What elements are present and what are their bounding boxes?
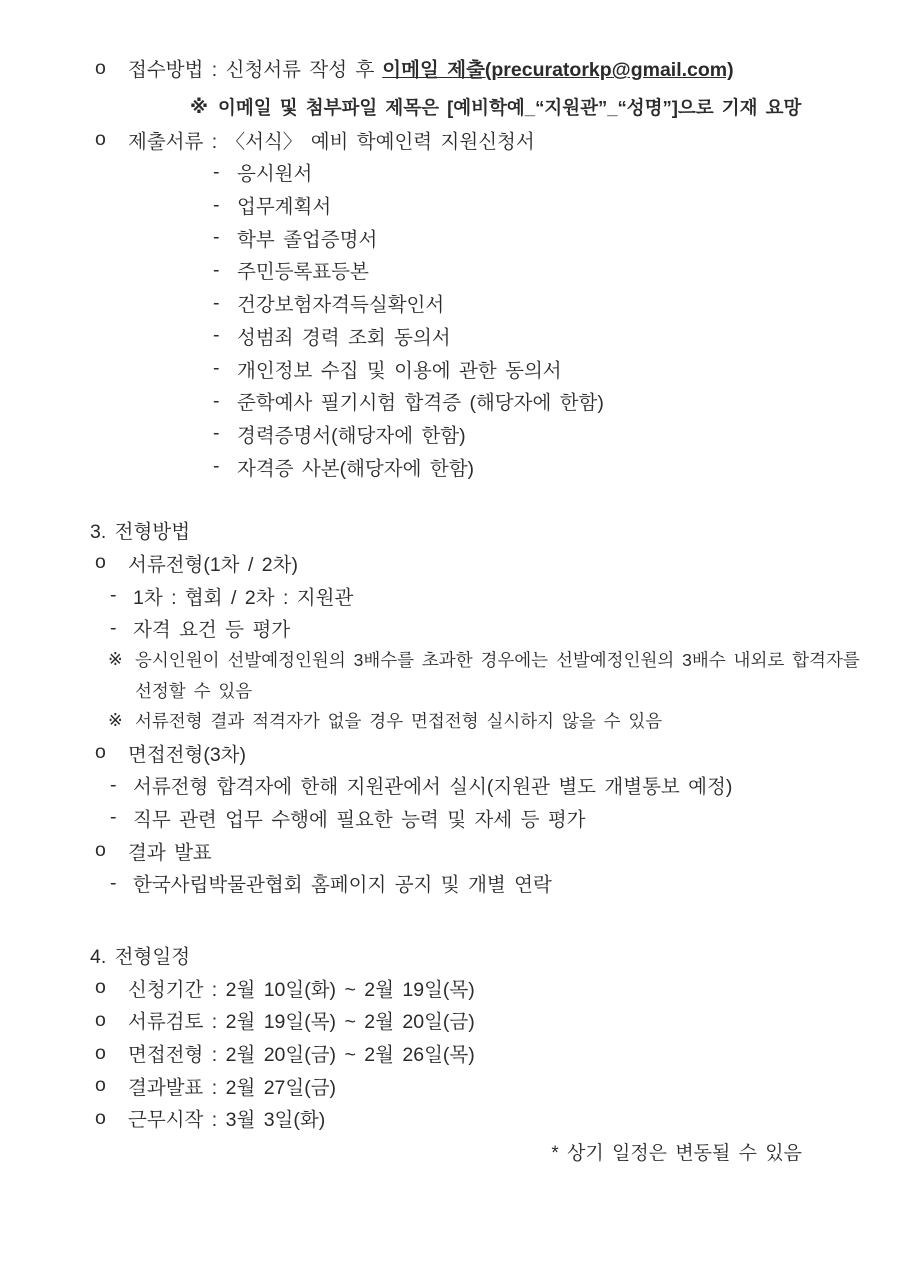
schedule-interview: [95, 1037, 812, 1070]
doc-item-text: 준학예사 필기시험 합격증 (해당자에 한함): [237, 392, 604, 415]
doc-screening-line: [95, 547, 812, 580]
dash-bullet: -: [110, 806, 117, 829]
email-title-note-text: 이메일 및 첨부파일 제목은 [예비학예_“지원관”_“성명”]으로 기재 요망: [218, 97, 802, 119]
result-method-text: 한국사립박물관협회 홈페이지 공지 및 개별 연락: [133, 874, 552, 897]
dash-bullet: -: [110, 584, 117, 607]
submit-docs-line: [95, 123, 812, 156]
circle-bullet: o: [95, 1041, 106, 1064]
circle-bullet: o: [95, 56, 106, 79]
dash-bullet: -: [213, 160, 220, 183]
apply-method-text: 접수방법 : 신청서류 작성 후: [128, 59, 375, 82]
circle-bullet: o: [95, 1074, 106, 1097]
schedule-item-text: 서류검토 : 2월 19일(목) ~ 2월 20일(금): [128, 1011, 475, 1034]
doc-item-text: 업무계획서: [237, 196, 332, 219]
applicant-limit-note-cont: [135, 675, 812, 706]
dash-bullet: -: [110, 871, 117, 894]
doc-screening-text: 서류전형(1차 / 2차): [128, 553, 298, 576]
doc-item-privacy-consent: [213, 352, 812, 385]
reference-mark: ※: [108, 710, 123, 731]
circle-bullet: o: [95, 1106, 106, 1129]
schedule-item-text: 신청기간 : 2월 10일(화) ~ 2월 19일(목): [128, 978, 475, 1001]
doc-item-career-cert: [213, 418, 812, 451]
schedule-change-footnote: [90, 1135, 812, 1168]
circle-bullet: o: [95, 839, 106, 862]
doc-item-text: 주민등록표등본: [237, 261, 369, 284]
circle-bullet: o: [95, 976, 106, 999]
doc-item-license-copy: [213, 450, 812, 483]
doc-item-text: 경력증명서(해당자에 한함): [237, 424, 466, 447]
qualification-eval-line: [110, 612, 812, 645]
schedule-application-period: [95, 971, 812, 1004]
doc-item-text: 개인정보 수집 및 이용에 관한 동의서: [237, 359, 562, 382]
doc-item-text: 자격증 사본(해당자에 한함): [237, 457, 475, 480]
doc-item-text: 학부 졸업증명서: [237, 228, 378, 251]
doc-item-application-form: [213, 156, 812, 189]
interview-criteria-text: 직무 관련 업무 수행에 필요한 능력 및 자세 등 평가: [133, 808, 586, 831]
doc-item-graduation-cert: [213, 221, 812, 254]
schedule-result: [95, 1069, 812, 1102]
doc-item-health-insurance: [213, 287, 812, 320]
circle-bullet: o: [95, 551, 106, 574]
interview-text: 면접전형(3차): [128, 743, 247, 766]
dash-bullet: -: [213, 422, 220, 445]
result-method-line: [110, 867, 812, 900]
schedule-change-footnote-text: * 상기 일정은 변동될 수 있음: [551, 1142, 802, 1164]
circle-bullet: o: [95, 1008, 106, 1031]
reference-mark: ※: [190, 96, 208, 118]
dash-bullet: -: [213, 258, 220, 281]
dash-bullet: -: [213, 324, 220, 347]
doc-item-text: 건강보험자격득실확인서: [237, 294, 445, 317]
interview-criteria-line: [110, 802, 812, 835]
interview-location-text: 서류전형 합격자에 한해 지원관에서 실시(지원관 별도 개별통보 예정): [133, 776, 733, 799]
schedule-doc-review: [95, 1004, 812, 1037]
submit-email-link[interactable]: 이메일 제출(precuratorkp@gmail.com): [382, 59, 734, 82]
reference-mark: ※: [108, 649, 123, 670]
circle-bullet: o: [95, 128, 106, 151]
no-interview-note-line: [108, 706, 812, 737]
interview-location-line: [110, 769, 812, 802]
doc-item-criminal-record-consent: [213, 320, 812, 353]
schedule-item-text: 근무시작 : 3월 3일(화): [128, 1109, 326, 1132]
doc-item-resident-register: [213, 254, 812, 287]
qualification-eval-text: 자격 요건 등 평가: [133, 619, 291, 642]
screening-round-text: 1차 : 협회 / 2차 : 지원관: [133, 586, 354, 609]
schedule-work-start: [95, 1102, 812, 1135]
applicant-limit-note-line: [108, 645, 860, 676]
doc-item-text: 응시원서: [237, 163, 313, 186]
interview-line: [95, 736, 812, 769]
doc-item-text: 성범죄 경력 조회 동의서: [237, 326, 451, 349]
section-3-heading: 3. 전형방법: [90, 521, 191, 544]
applicant-limit-note-text: 응시인원이 선발예정인원의 3배수를 초과한 경우에는 선발예정인원의 3배수 내외로 합격자를: [135, 650, 860, 671]
no-interview-note-text: 서류전형 결과 적격자가 없을 경우 면접전형 실시하지 않을 수 있음: [135, 711, 663, 732]
dash-bullet: -: [213, 389, 220, 412]
applicant-limit-note-cont-text: 선정할 수 있음: [135, 680, 253, 701]
schedule-item-text: 결과발표 : 2월 27일(금): [128, 1076, 337, 1099]
dash-bullet: -: [213, 193, 220, 216]
doc-item-work-plan: [213, 189, 812, 222]
circle-bullet: o: [95, 741, 106, 764]
submit-docs-text: 제출서류 : 〈서식〉 예비 학예인력 지원신청서: [128, 130, 535, 153]
result-announce-line: [95, 834, 812, 867]
dash-bullet: -: [110, 616, 117, 639]
dash-bullet: -: [110, 773, 117, 796]
schedule-item-text: 면접전형 : 2월 20일(금) ~ 2월 26일(목): [128, 1044, 475, 1067]
email-title-note-line: [190, 91, 812, 124]
doc-item-curator-exam-cert: [213, 385, 812, 418]
result-announce-text: 결과 발표: [128, 841, 212, 864]
apply-method-line: [95, 52, 812, 85]
dash-bullet: -: [213, 226, 220, 249]
section-4-heading: 4. 전형일정: [90, 945, 191, 968]
dash-bullet: -: [213, 455, 220, 478]
dash-bullet: -: [213, 291, 220, 314]
dash-bullet: -: [213, 357, 220, 380]
screening-round-line: [110, 579, 812, 612]
